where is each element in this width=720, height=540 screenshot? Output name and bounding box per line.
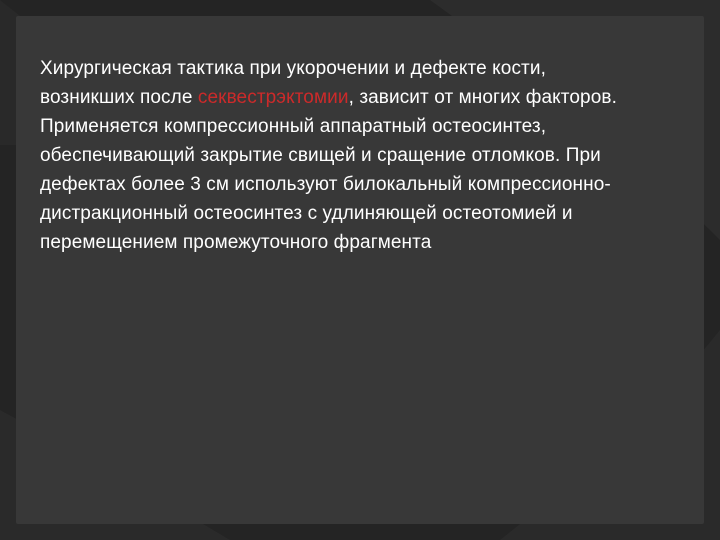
paragraph-text-start: Хирургическая тактика при укорочении и дефекте кости, возникших после [40, 58, 546, 108]
highlighted-term: секвестрэктомии [197, 87, 349, 108]
paragraph-text-end: , зависит от многих факторов. Применяется компрессионный аппаратный остеосинтез, обеспечивающий закрытие свищей и сращение отломков. При дефектах более 3 см используют билокальный компрессионно-дистракционный остеосинтез с удлиняющей остеотомией и перемещением промежуточного фрагмента [40, 87, 617, 253]
body-paragraph [40, 54, 640, 257]
